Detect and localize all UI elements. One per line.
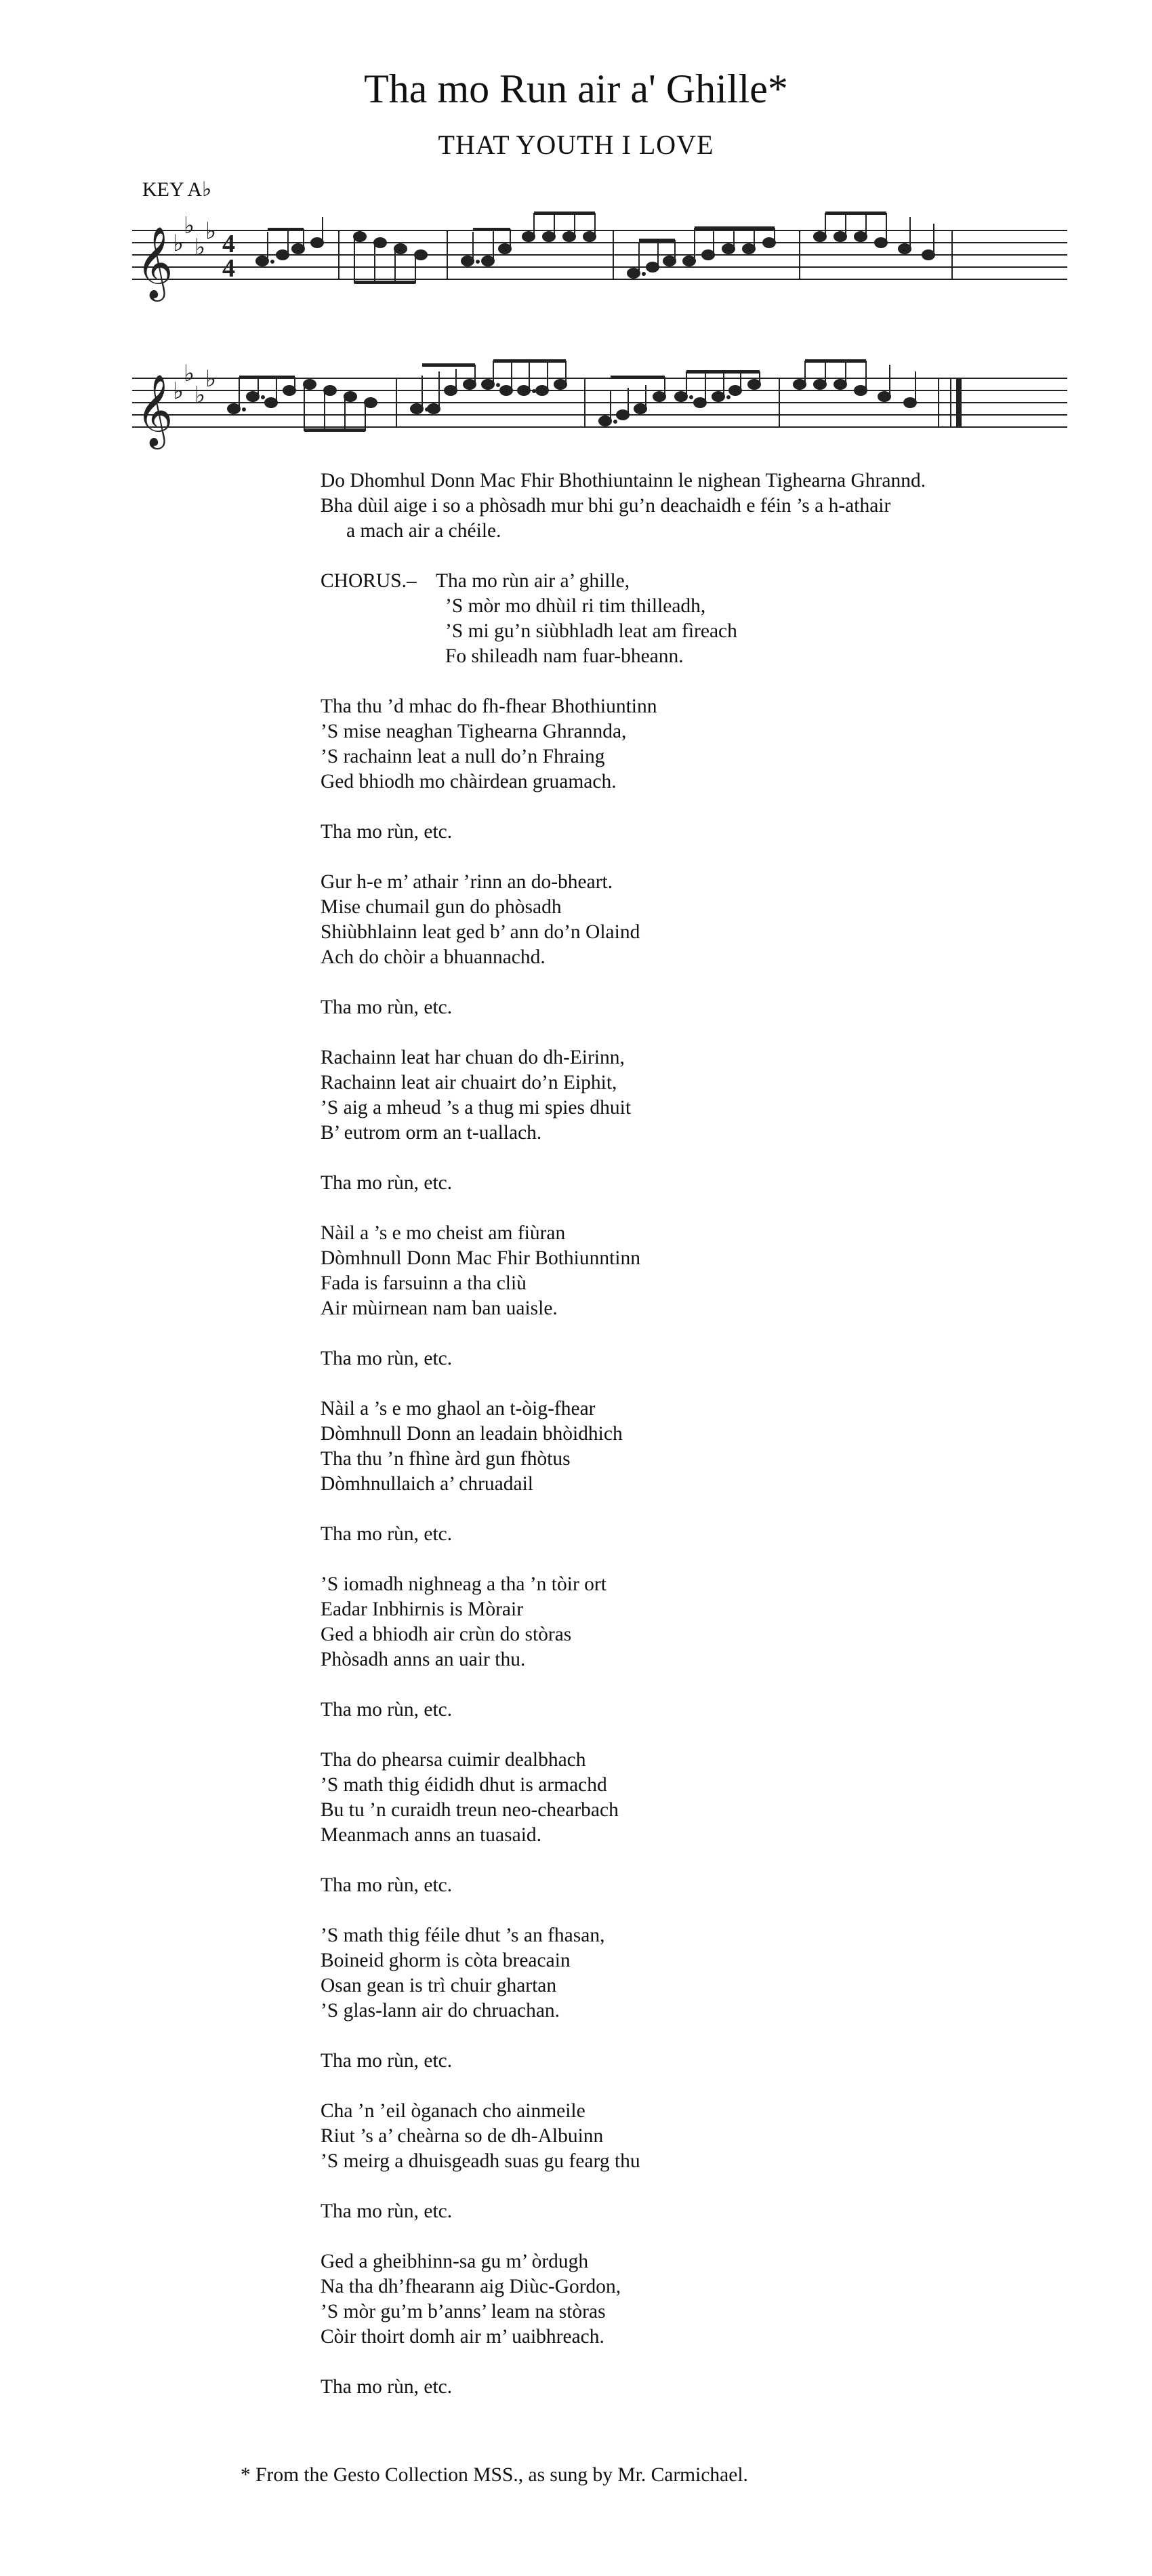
verse-line: Na tha dh’fhearann aig Diùc-Gordon, [321, 2276, 621, 2297]
refrain-line: Tha mo rùn, etc. [321, 2376, 453, 2398]
intro-stanza [321, 468, 1066, 544]
lyrics-block [321, 468, 1066, 2425]
refrain-line: Tha mo rùn, etc. [321, 821, 453, 843]
svg-text:♭: ♭ [205, 365, 217, 393]
verse-line: Boineid ghorm is còta breacain [321, 1950, 571, 1971]
verse-line: Meanmach anns an tuasaid. [321, 1824, 542, 1846]
verse-line: Tha do phearsa cuimir dealbhach [321, 1749, 586, 1771]
svg-text:♭: ♭ [184, 360, 195, 387]
verse-stanza [321, 1572, 1066, 1672]
verse-line: Dòmhnull Donn an leadain bhòidhich [321, 1423, 623, 1445]
verse-line: ’S aig a mheud ’s a thug mi spies dhuit [321, 1097, 632, 1119]
verse-line: ’S mòr gu’m b’anns’ leam na stòras [321, 2301, 606, 2322]
verse-line: Nàil a ’s e mo cheist am fiùran [321, 1222, 566, 1244]
verse-line: Mise chumail gun do phòsadh [321, 896, 562, 918]
chorus-line: Fo shileadh nam fuar-bheann. [445, 645, 684, 667]
time-signature [222, 230, 235, 283]
verse-line: Rachainn leat air chuairt do’n Eiphit, [321, 1072, 617, 1093]
verse-line: Tha thu ’n fhìne àrd gun fhòtus [321, 1448, 571, 1470]
svg-text:𝄞: 𝄞 [136, 374, 173, 446]
song-subtitle: THAT YOUTH I LOVE [438, 129, 714, 160]
footnote: * From the Gesto Collection MSS., as sung by Mr. Carmichael. [241, 2464, 748, 2486]
refrain-line: Tha mo rùn, etc. [321, 1699, 453, 1720]
music-staff-1 [132, 203, 1067, 305]
verse-line: Phòsadh anns an uair thu. [321, 1649, 526, 1670]
verse-line: Ach do chòir a bhuannachd. [321, 946, 546, 968]
time-signature-top: 4 [222, 230, 235, 258]
verse-line: ’S math thig éididh dhut is armachd [321, 1774, 607, 1796]
chorus-label: CHORUS.– [321, 570, 417, 592]
svg-text:𝄞: 𝄞 [136, 226, 173, 298]
verse-stanza [321, 1396, 1066, 1497]
treble-clef-icon [136, 226, 173, 302]
svg-text:♭: ♭ [194, 382, 206, 409]
verse-line: ’S mise neaghan Tighearna Ghrannda, [321, 721, 627, 742]
verse-line: Air mùirnean nam ban uaisle. [321, 1297, 558, 1319]
refrain-line: Tha mo rùn, etc. [321, 2050, 453, 2072]
verse-line: Cha ’n ’eil òganach cho ainmeile [321, 2100, 585, 2122]
verse-line: Nàil a ’s e mo ghaol an t-òig-fhear [321, 1398, 596, 1420]
svg-text:♭: ♭ [184, 212, 195, 239]
staff-1-svg [132, 203, 1067, 305]
refrain-line: Tha mo rùn, etc. [321, 1523, 453, 1545]
notes-staff-2 [228, 359, 962, 432]
verse-line: Osan gean is trì chuir ghartan [321, 1975, 557, 1996]
verse-stanza [321, 694, 1066, 794]
verse-line: Riut ’s a’ cheàrna so de dh-Albuinn [321, 2125, 604, 2147]
treble-clef-icon [136, 374, 173, 449]
refrain-line: Tha mo rùn, etc. [321, 997, 453, 1018]
music-staff-2 [132, 351, 1067, 453]
verse-line: Gur h-e m’ athair ’rinn an do-bheart. [321, 871, 613, 893]
verse-line: ’S rachainn leat a null do’n Fhraing [321, 746, 605, 767]
intro-line: a mach air a chéile. [346, 520, 501, 542]
verse-line: ’S glas-lann air do chruachan. [321, 2000, 560, 2021]
verse-line: Còir thoirt domh air m’ uaibhreach. [321, 2326, 604, 2348]
chorus-stanza [321, 569, 1066, 669]
verse-stanza [321, 1045, 1066, 1146]
svg-text:♭: ♭ [205, 218, 217, 245]
verse-line: ’S math thig féile dhut ’s an fhasan, [321, 1925, 605, 1946]
chorus-line: ’S mi gu’n siùbhladh leat am fìreach [445, 620, 737, 642]
verse-line: Shiùbhlainn leat ged b’ ann do’n Olaind [321, 921, 640, 943]
key-signature-flats [173, 212, 216, 261]
chorus-line: Tha mo rùn air a’ ghille, [436, 570, 630, 592]
svg-text:♭: ♭ [173, 378, 184, 405]
verse-line: Bu tu ’n curaidh treun neo-chearbach [321, 1799, 619, 1821]
key-signature-flats [173, 360, 216, 409]
verse-stanza [321, 2249, 1066, 2350]
chorus-line: ’S mòr mo dhùil ri tim thilleadh, [445, 595, 706, 617]
intro-line: Bha dùil aige i so a phòsadh mur bhi gu’n deachaidh e féin ’s a h-athair [321, 495, 891, 517]
refrain-line: Tha mo rùn, etc. [321, 2200, 453, 2222]
verse-line: Ged a bhiodh air crùn do stòras [321, 1624, 572, 1645]
verse-line: Fada is farsuinn a tha cliù [321, 1272, 527, 1294]
verse-line: Rachainn leat har chuan do dh-Eirinn, [321, 1047, 625, 1068]
verse-line: Ged bhiodh mo chàirdean gruamach. [321, 771, 617, 792]
verse-line: Dòmhnull Donn Mac Fhir Bothiunntinn [321, 1247, 640, 1269]
verse-stanza [321, 1923, 1066, 2024]
verse-line: Dòmhnullaich a’ chruadail [321, 1473, 533, 1495]
verse-line: Eadar Inbhirnis is Mòrair [321, 1598, 524, 1620]
verse-stanza [321, 2099, 1066, 2174]
time-signature-bottom: 4 [222, 254, 235, 283]
song-title: Tha mo Run air a' Ghille* [364, 66, 788, 111]
verse-stanza [321, 870, 1066, 970]
intro-line: Do Dhomhul Donn Mac Fhir Bhothiuntainn le nighean Tighearna Ghrannd. [321, 470, 926, 491]
verse-line: Tha thu ’d mhac do fh-fhear Bhothiuntinn [321, 696, 657, 717]
svg-text:♭: ♭ [194, 234, 206, 261]
refrain-line: Tha mo rùn, etc. [321, 1348, 453, 1369]
verse-line: ’S meirg a dhuisgeadh suas gu fearg thu [321, 2150, 640, 2172]
refrain-line: Tha mo rùn, etc. [321, 1172, 453, 1194]
refrain-line: Tha mo rùn, etc. [321, 1874, 453, 1896]
verse-line: B’ eutrom orm an t-uallach. [321, 1122, 542, 1144]
verse-line: ’S iomadh nighneag a tha ’n tòir ort [321, 1573, 606, 1595]
key-label: KEY A♭ [142, 178, 212, 201]
verse-stanza [321, 1748, 1066, 1848]
staff-2-svg [132, 351, 1067, 453]
verse-stanza [321, 1221, 1066, 1321]
notes-staff-1 [256, 203, 952, 284]
verse-line: Ged a gheibhinn-sa gu m’ òrdugh [321, 2251, 589, 2272]
svg-text:♭: ♭ [173, 230, 184, 257]
